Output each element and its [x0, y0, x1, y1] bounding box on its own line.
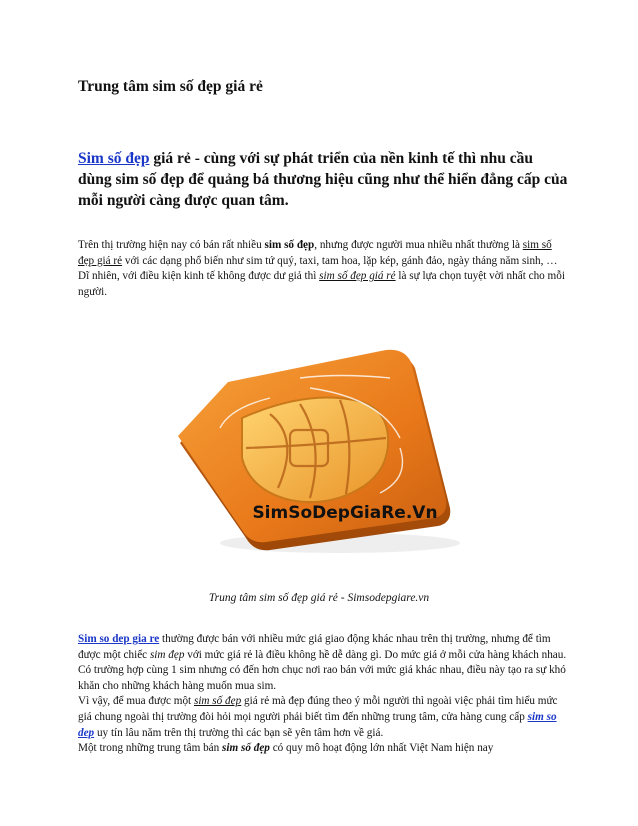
image-caption: Trung tâm sim số đẹp giá rẻ - Simsodepgiare.vn: [208, 592, 430, 604]
body-paragraph: [78, 632, 573, 757]
lead-text: giá rẻ - cùng với sự phát triển của nền kinh tế thì nhu cầu dùng sim số đẹp để quảng bá thương hiệu cũng như thể hiển đẳng cấp của mỗi người càng được quan tâm.: [78, 150, 568, 209]
p2-text-4: giá rẻ mà đẹp đúng theo ý mỗi người thì ngoài việc phải tìm hiểu mức giá chung ngoài thị trường đòi hỏi mọi người phải biết tìm đến những trung tâm, cửa hàng cung cấp: [78, 695, 558, 723]
p2-link-1[interactable]: Sim so dep gia re: [78, 633, 160, 645]
p1-text-3: với các dạng phổ biến như sim tứ quý, taxi, tam hoa, lặp kép, gánh đảo, ngày tháng năm sinh, … Dĩ nhiên, với điều kiện kinh tế không được dư giả thì: [78, 254, 558, 283]
lead-paragraph: [78, 148, 568, 211]
p2-link-3[interactable]: sim so dep: [78, 710, 557, 739]
sim-card-image: [150, 318, 480, 558]
p2-link-2[interactable]: sim số đẹp: [193, 695, 242, 708]
p1-link-2[interactable]: sim số đẹp giá rẻ: [319, 270, 396, 283]
p2-text-6: Một trong những trung tâm bán: [78, 742, 223, 755]
p1-text-1: Trên thị trường hiện nay có bán rất nhiều: [78, 239, 265, 251]
lead-link[interactable]: Sim số đẹp: [78, 150, 150, 167]
p2-text-1: thường được bán với nhiều mức giá giao động khác nhau trên thị trường, nhưng để tìm được một chiếc: [78, 633, 551, 661]
p2-italic-1: sim đẹp: [149, 648, 185, 661]
p2-text-2: với mức giá rẻ là điều không hề dễ dàng gì. Do mức giá ở mỗi cửa hàng khách nhau. Có trường hợp cùng 1 sim nhưng có đến hơn chục nơi rao bán với mức giá khác nhau, điều này tạo ra sự khó khăn cho những khách hàng muốn mua sim.: [78, 648, 567, 692]
p2-text-7: có quy mô hoạt động lớn nhất Việt Nam hiện nay: [269, 742, 494, 755]
image-watermark: SimSoDepGiaRe.Vn: [252, 503, 438, 523]
p1-text-4: là sự lựa chọn tuyệt vời nhất cho mỗi người.: [78, 270, 565, 298]
intro-paragraph: [78, 238, 568, 300]
page-title: Trung tâm sim số đẹp giá rẻ: [78, 78, 263, 95]
p1-bold-1: sim số đẹp: [264, 239, 315, 251]
p2-bold-1: sim số đẹp: [222, 742, 270, 755]
p2-text-3: Vì vậy, để mua được một: [78, 695, 194, 708]
p1-link-1[interactable]: sim số đẹp giá rẻ: [78, 239, 552, 267]
p2-text-5: uy tín lâu năm trên thị trường thì các bạn sẽ yên tâm hơn về giá.: [94, 726, 384, 739]
p1-text-2: , nhưng được người mua nhiều nhất thường là: [314, 239, 523, 251]
